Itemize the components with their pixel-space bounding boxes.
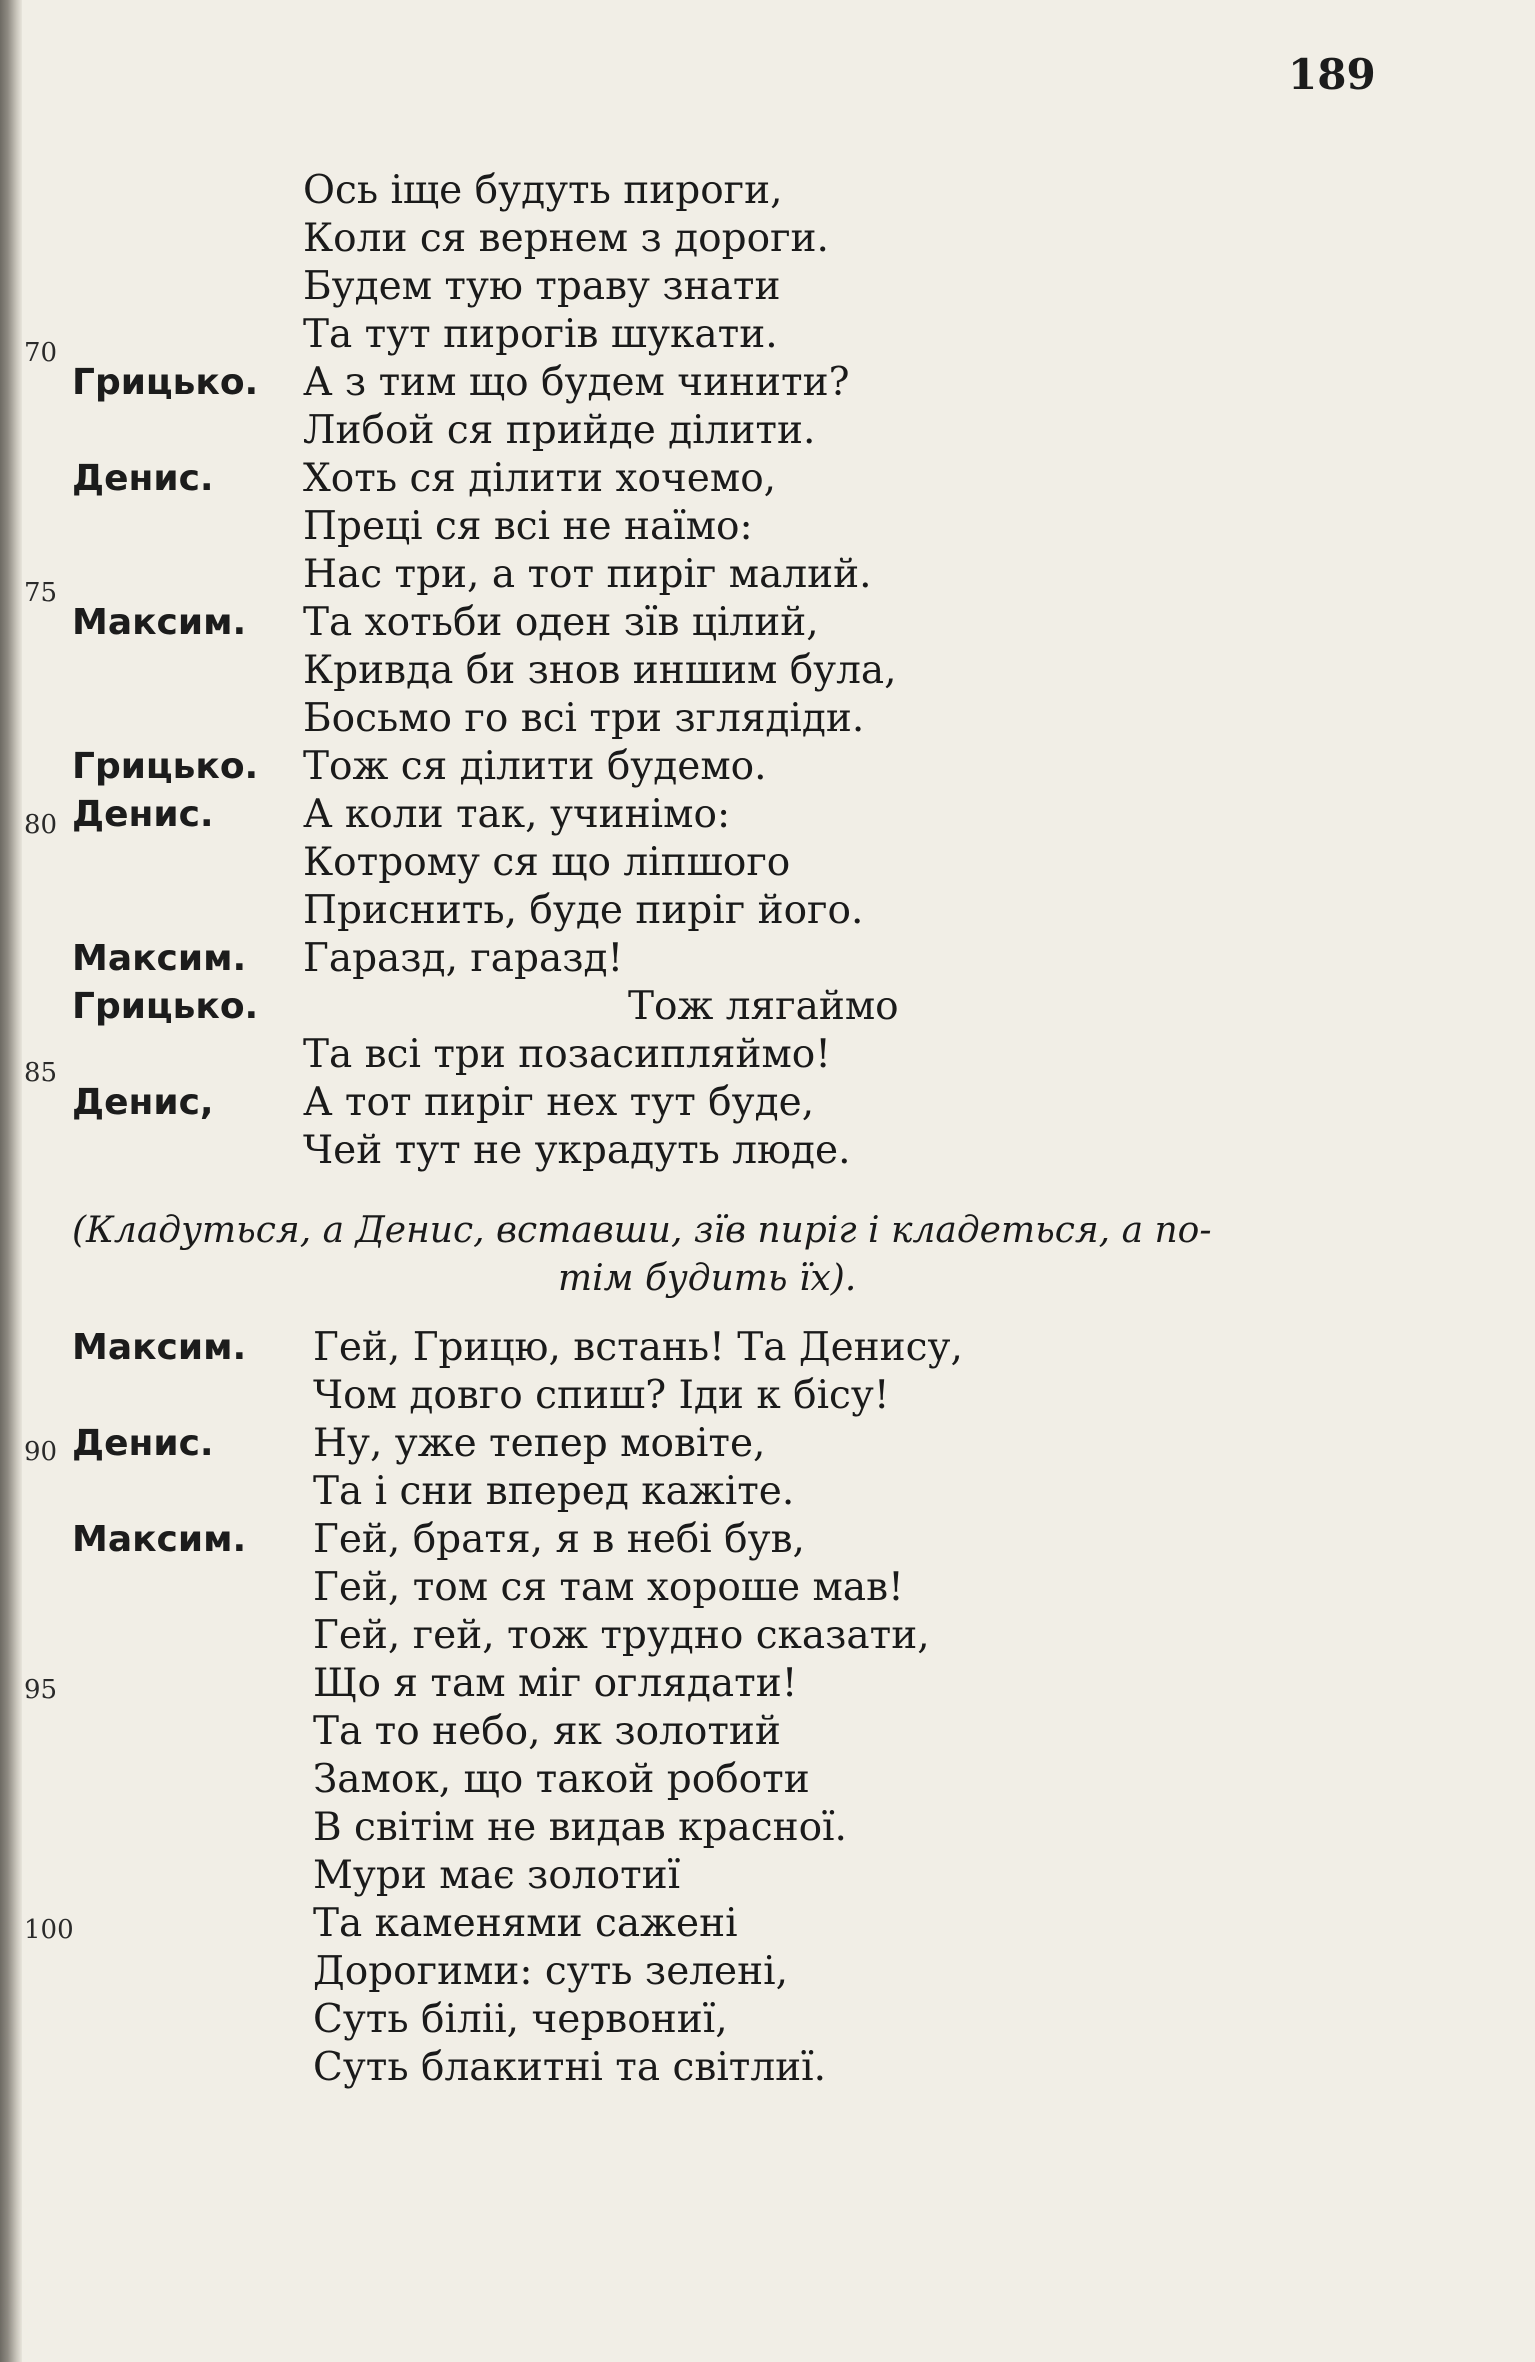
verse-line: Гей, гей, тож трудно сказати, xyxy=(313,1613,930,1658)
verse-line: Та і сни вперед кажіте. xyxy=(313,1469,795,1514)
verse-line: Мури має золотиї xyxy=(313,1853,681,1898)
line-number: 100 xyxy=(24,1915,74,1945)
verse-line: Та тут пирогів шукати. xyxy=(303,312,778,357)
speaker-name: Грицько. xyxy=(72,362,259,403)
line-number: 85 xyxy=(24,1058,58,1088)
verse-line: Гей, том ся там хороше мав! xyxy=(313,1565,904,1610)
verse-line: Кривда би знов иншим була, xyxy=(303,648,897,693)
speaker-name: Грицько. xyxy=(72,986,259,1027)
verse-line: Приснить, буде пиріг його. xyxy=(303,888,864,933)
line-number: 95 xyxy=(24,1675,58,1705)
verse-line: Та всі три позасипляймо! xyxy=(303,1032,831,1077)
verse-line: Та то небо, як золотий xyxy=(313,1709,781,1754)
speaker-name: Денис. xyxy=(72,458,214,499)
verse-line: Дорогими: суть зелені, xyxy=(313,1949,788,1994)
line-number: 75 xyxy=(24,578,58,608)
verse-line: А тот пиріг нех тут буде, xyxy=(303,1080,815,1125)
verse-line: А коли так, учинімо: xyxy=(303,792,731,837)
speaker-name: Грицько. xyxy=(72,746,259,787)
verse-line: Замок, що такой роботи xyxy=(313,1757,810,1802)
speaker-name: Денис. xyxy=(72,1423,214,1464)
verse-line: Тож лягаймо xyxy=(628,984,899,1029)
verse-line: Либой ся прийде ділити. xyxy=(303,408,816,453)
verse-line: Ну, уже тепер мовіте, xyxy=(313,1421,766,1466)
verse-line: Гей, братя, я в небі був, xyxy=(313,1517,805,1562)
verse-line: Коли ся вернем з дороги. xyxy=(303,216,829,261)
verse-line: Нас три, а тот пиріг малий. xyxy=(303,552,872,597)
verse-line: Босьмо го всі три зглядіди. xyxy=(303,696,865,741)
verse-line: Тож ся ділити будемо. xyxy=(303,744,767,789)
verse-line: Будем тую траву знати xyxy=(303,264,781,309)
verse-line: Що я там міг оглядати! xyxy=(313,1661,798,1706)
verse-line: Чей тут не украдуть люде. xyxy=(303,1128,851,1173)
speaker-name: Денис. xyxy=(72,794,214,835)
verse-line: Суть блакитні та світлиї. xyxy=(313,2045,827,2090)
speaker-name: Максим. xyxy=(72,938,247,979)
verse-line: Чом довго спиш? Іди к бісу! xyxy=(313,1373,890,1418)
line-number: 90 xyxy=(24,1437,58,1467)
speaker-name: Денис, xyxy=(72,1082,214,1123)
verse-line: Ось іще будуть пироги, xyxy=(303,168,783,213)
verse-line: Та каменями сажені xyxy=(313,1901,738,1946)
line-number: 80 xyxy=(24,810,58,840)
verse-line: Хоть ся ділити хочемо, xyxy=(303,456,777,501)
speaker-name: Максим. xyxy=(72,1327,247,1368)
verse-line: Котрому ся що ліпшого xyxy=(303,840,791,885)
speaker-name: Максим. xyxy=(72,602,247,643)
verse-line: А з тим що будем чинити? xyxy=(303,360,850,405)
verse-line: В світім не видав красної. xyxy=(313,1805,847,1850)
speaker-name: Максим. xyxy=(72,1519,247,1560)
verse-line: Гаразд, гаразд! xyxy=(303,936,624,981)
verse-line: Преці ся всі не наїмо: xyxy=(303,504,753,549)
stage-direction-line: (Кладуться, а Денис, вставши, зїв пиріг і кладеться, а по- xyxy=(72,1210,1212,1251)
binding-edge xyxy=(0,0,22,2362)
line-number: 70 xyxy=(24,338,58,368)
verse-line: Та хотьби оден зїв цілий, xyxy=(303,600,819,645)
page-number: 189 xyxy=(1288,50,1376,99)
verse-line: Суть біліі, червониї, xyxy=(313,1997,728,2042)
verse-line: Гей, Грицю, встань! Та Денису, xyxy=(313,1325,963,1370)
stage-direction-line: тім будить їх). xyxy=(558,1258,857,1299)
